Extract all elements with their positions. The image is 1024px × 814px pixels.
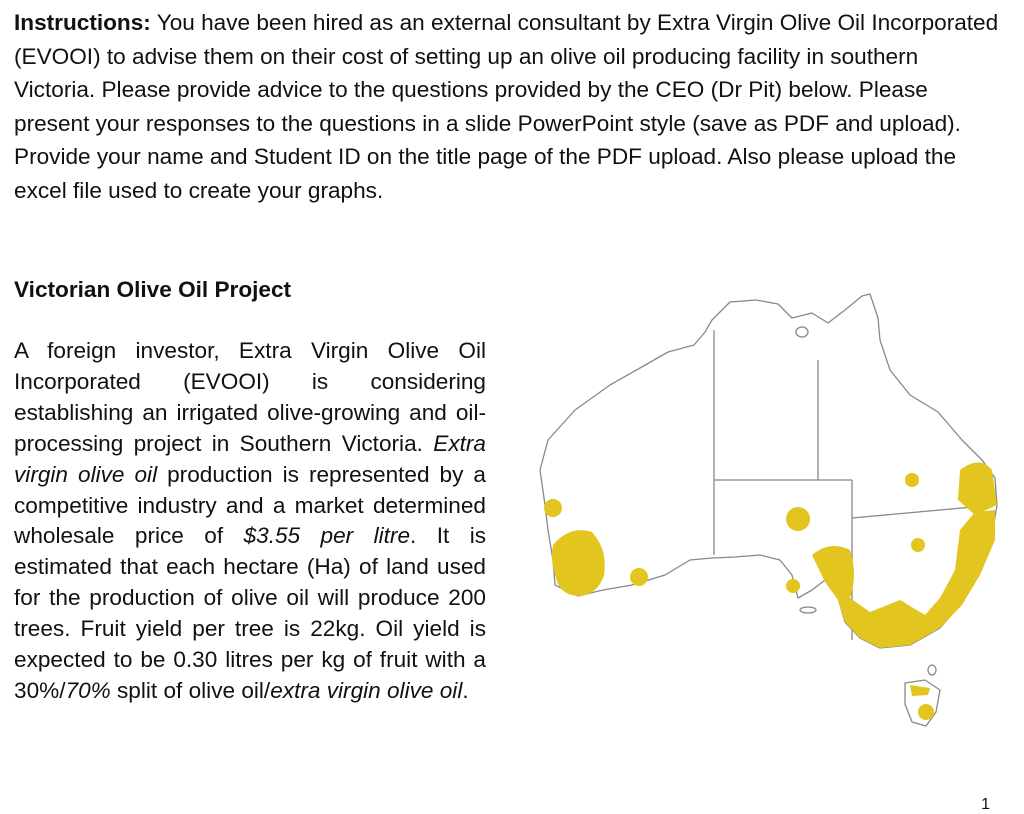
desc-part-1: A foreign investor, Extra Virgin Olive Oil Incorporated (EVOOI) is considering establishing an irrigated olive-growing and oil-processing project in Southern Victoria. <box>14 338 486 456</box>
desc-italic-evoo: Extra virgin olive oil <box>14 430 486 487</box>
instructions-label: Instructions: <box>14 10 151 35</box>
desc-part-9: . <box>462 677 469 703</box>
desc-part-7: split of olive oil/ <box>110 677 271 703</box>
instructions-text: You have been hired as an external consultant by Extra Virgin Olive Oil Incorporated (EVOOI) to advise them on their cost of setting up an olive oil producing facility in southern Victoria. Please provide advice to the questions provided by the CEO (Dr Pit) below. Please present your responses to the questions in a slide PowerPoint style (save as PDF and upload). Provide your name and Student ID on the title page of the PDF upload. Also please upload the excel file used to create your graphs. <box>14 10 999 203</box>
page-number: 1 <box>981 796 990 813</box>
desc-part-3: production is represented by a competitive industry and a market determined wholesale price of <box>14 461 486 549</box>
desc-part-5: . It is estimated that each hectare (Ha) of land used for the production of olive oil will produce 200 trees. Fruit yield per tree is 22kg. Oil yield is expected to be 0.30 litres per kg of fruit with a 30%/ <box>14 523 487 703</box>
map-outline <box>540 294 997 726</box>
desc-italic-evoo-2: extra virgin olive oil <box>270 677 463 703</box>
project-description <box>14 336 486 707</box>
desc-italic-percent: 70% <box>65 677 111 703</box>
australia-map-icon <box>528 288 1008 733</box>
desc-italic-price: $3.55 per litre <box>243 523 411 549</box>
section-title: Victorian Olive Oil Project <box>14 277 292 302</box>
olive-growing-regions <box>544 463 997 721</box>
instructions-paragraph <box>14 6 999 207</box>
